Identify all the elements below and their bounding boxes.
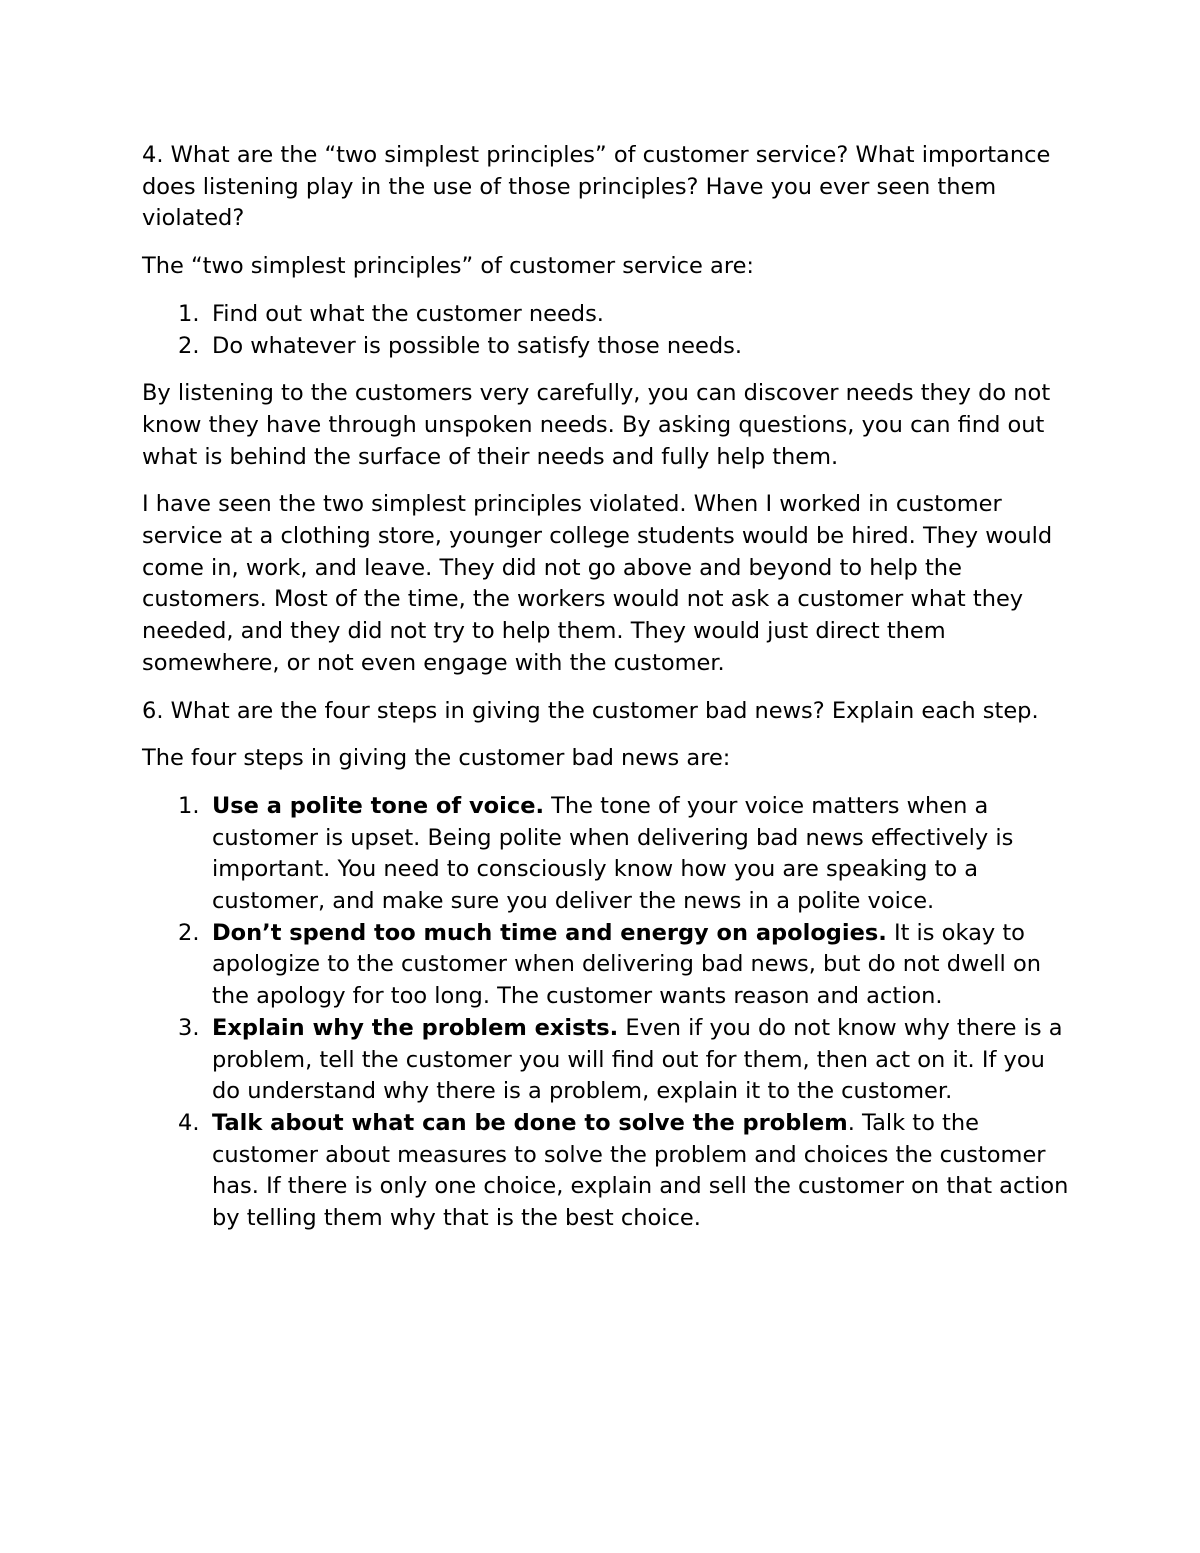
list-item-text: Find out what the customer needs. (212, 300, 604, 327)
steps-intro: The four steps in giving the customer bad news are: (142, 745, 731, 772)
principles-list (142, 299, 1072, 362)
step-body: Even if you do not know why there is a problem, tell the customer you will find out for them, then act on it. If you do understand why there is a problem, explain it to the customer. (212, 1014, 1063, 1105)
list-item (142, 918, 1072, 1013)
steps-list (142, 791, 1072, 1235)
step-title: Talk about what can be done to solve the problem (212, 1109, 848, 1136)
step-body: . Talk to the customer about measures to solve the problem and choices the customer has. If there is only one choice, explain and sell the customer on that action by telling them why that is the best choice. (212, 1109, 1069, 1232)
list-item (142, 331, 1072, 363)
step-title: Explain why the problem exists. (212, 1014, 619, 1041)
list-item (142, 299, 1072, 331)
document-page (142, 140, 1072, 1251)
list-number: 1. (178, 300, 200, 327)
principles-intro: The “two simplest principles” of customer service are: (142, 253, 754, 280)
list-number: 2. (178, 919, 200, 946)
step-title: Don’t spend too much time and energy on apologies. (212, 919, 887, 946)
list-item (142, 791, 1072, 918)
list-item-text: Do whatever is possible to satisfy those needs. (212, 332, 743, 359)
list-number: 2. (178, 332, 200, 359)
list-number: 4. (178, 1109, 200, 1136)
step-body: It is okay to apologize to the customer when delivering bad news, but do not dwell on the apology for too long. The customer wants reason and action. (212, 919, 1041, 1010)
list-item (142, 1108, 1072, 1235)
violated-paragraph: I have seen the two simplest principles violated. When I worked in customer service at a clothing store, younger college students would be hired. They would come in, work, and leave. They did not go above and beyond to help the customers. Most of the time, the workers would not ask a customer what they needed, and they did not try to help them. They would just direct them somewhere, or not even engage with the customer. (142, 491, 1053, 676)
list-number: 1. (178, 792, 200, 819)
question-6: 6. What are the four steps in giving the customer bad news? Explain each step. (142, 697, 1039, 724)
listening-paragraph: By listening to the customers very carefully, you can discover needs they do not know they have through unspoken needs. By asking questions, you can find out what is behind the surface of their needs and fully help them. (142, 380, 1051, 470)
list-item (142, 1013, 1072, 1108)
question-4: 4. What are the “two simplest principles” of customer service? What importance does listening play in the use of those principles? Have you ever seen them violated? (142, 142, 1051, 232)
step-body: The tone of your voice matters when a customer is upset. Being polite when delivering bad news effectively is important. You need to consciously know how you are speaking to a customer, and make sure you deliver the news in a polite voice. (212, 792, 1014, 915)
list-number: 3. (178, 1014, 200, 1041)
step-title: Use a polite tone of voice. (212, 792, 544, 819)
